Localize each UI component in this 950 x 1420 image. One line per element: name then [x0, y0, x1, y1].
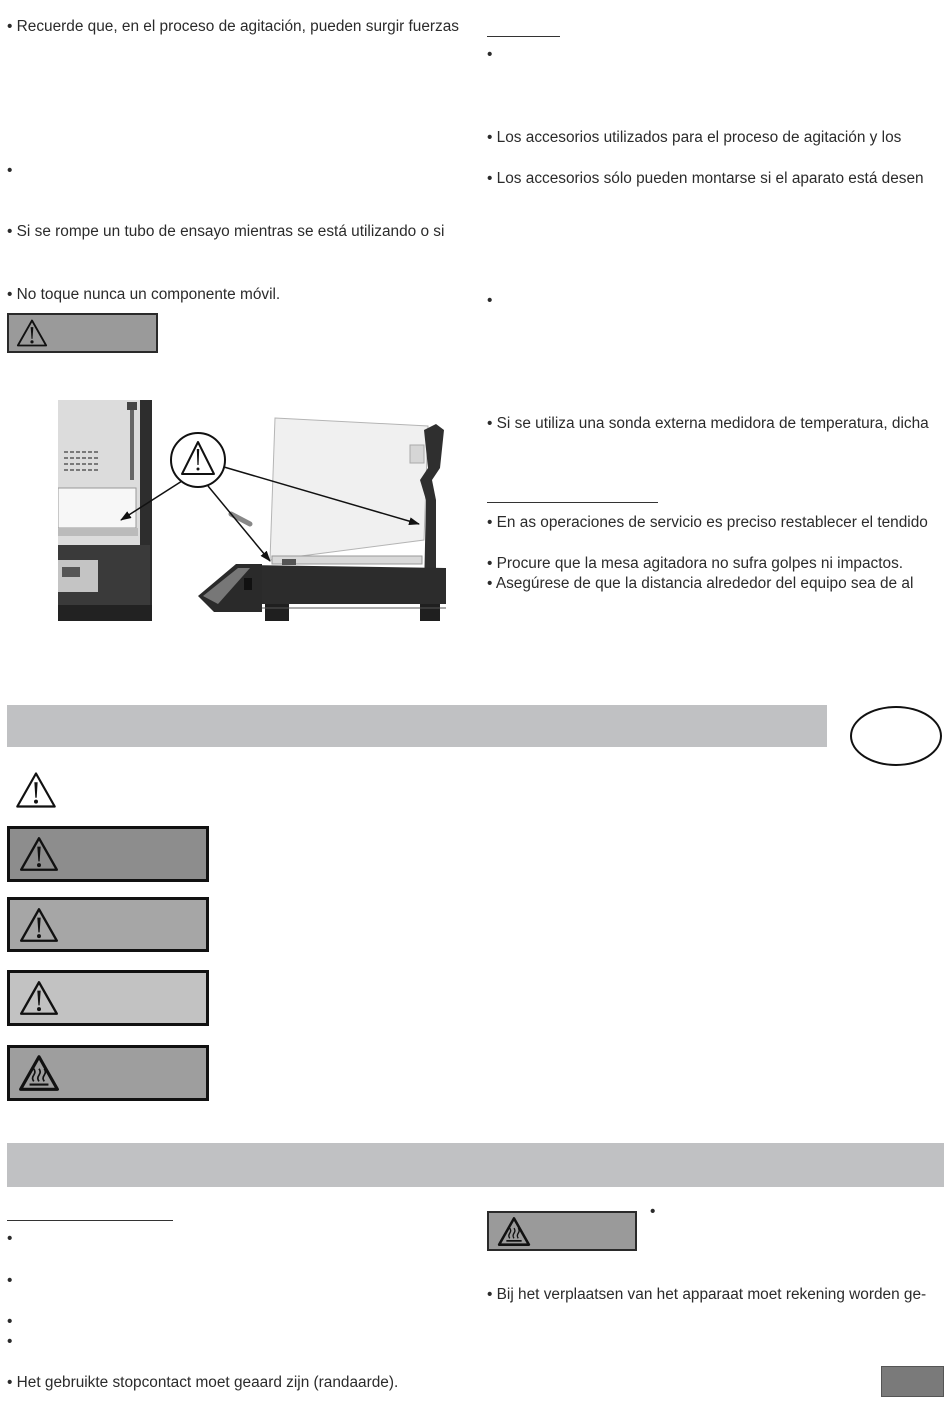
- heading-underline: [487, 36, 560, 37]
- nl-left-item-1: •: [7, 1230, 13, 1247]
- warning-icon: [18, 979, 60, 1017]
- signal-box-hot-surface: [7, 1045, 209, 1101]
- hot-surface-icon: [18, 1054, 60, 1092]
- es-right-item-5: • Si se utiliza una sonda externa medidora de temperatura, dicha: [487, 415, 929, 432]
- nl-right-item-1: •: [650, 1203, 656, 1220]
- warning-callout-icon: [171, 433, 225, 487]
- es-right-item-4: •: [487, 292, 493, 309]
- warning-signal-box: [7, 313, 158, 353]
- heading-underline: [7, 1220, 173, 1221]
- es-right-item-8: • Asegúrese de que la distancia alrededor del equipo sea de al: [487, 575, 914, 592]
- signal-box-warning: [7, 897, 209, 952]
- nl-right-item-2: • Bij het verplaatsen van het apparaat moet rekening worden ge-: [487, 1286, 927, 1303]
- nl-left-item-4: •: [7, 1333, 13, 1350]
- shaker-front-view: [58, 400, 152, 621]
- es-left-item-4: • No toque nunca un componente móvil.: [7, 286, 281, 303]
- warning-icon: [18, 835, 60, 873]
- section-header-bar: [7, 1143, 944, 1187]
- nl-left-item-3: •: [7, 1313, 13, 1330]
- signal-box-hot-surface: [487, 1211, 637, 1251]
- hot-surface-icon: [497, 1216, 531, 1247]
- warning-icon: [15, 318, 49, 348]
- es-left-item-3: • Si se rompe un tubo de ensayo mientras se está utilizando o si: [7, 223, 445, 240]
- page-number-tab: [881, 1366, 944, 1397]
- es-right-item-7: • Procure que la mesa agitadora no sufra golpes ni impactos.: [487, 555, 904, 572]
- signal-box-danger: [7, 826, 209, 882]
- es-right-item-6: • En as operaciones de servicio es preciso restablecer el tendido: [487, 514, 928, 531]
- heading-underline: [487, 502, 658, 503]
- device-illustration: [58, 400, 448, 622]
- es-left-item-1: • Recuerde que, en el proceso de agitación, pueden surgir fuerzas: [7, 18, 460, 35]
- es-right-item-3: • Los accesorios sólo pueden montarse si el aparato está desen: [487, 170, 924, 187]
- nl-left-item-2: •: [7, 1272, 13, 1289]
- warning-icon: [18, 906, 60, 944]
- warning-icon: [14, 769, 58, 811]
- section-header-bar: [7, 705, 827, 747]
- nl-left-item-5: • Het gebruikte stopcontact moet geaard zijn (randaarde).: [7, 1374, 399, 1391]
- es-left-item-2: •: [7, 162, 13, 179]
- es-right-item-2: • Los accesorios utilizados para el proceso de agitación y los: [487, 129, 902, 146]
- callout-arrow: [208, 486, 270, 561]
- signal-box-caution: [7, 970, 209, 1026]
- es-right-item-1: •: [487, 46, 493, 63]
- language-code-oval: [850, 706, 942, 766]
